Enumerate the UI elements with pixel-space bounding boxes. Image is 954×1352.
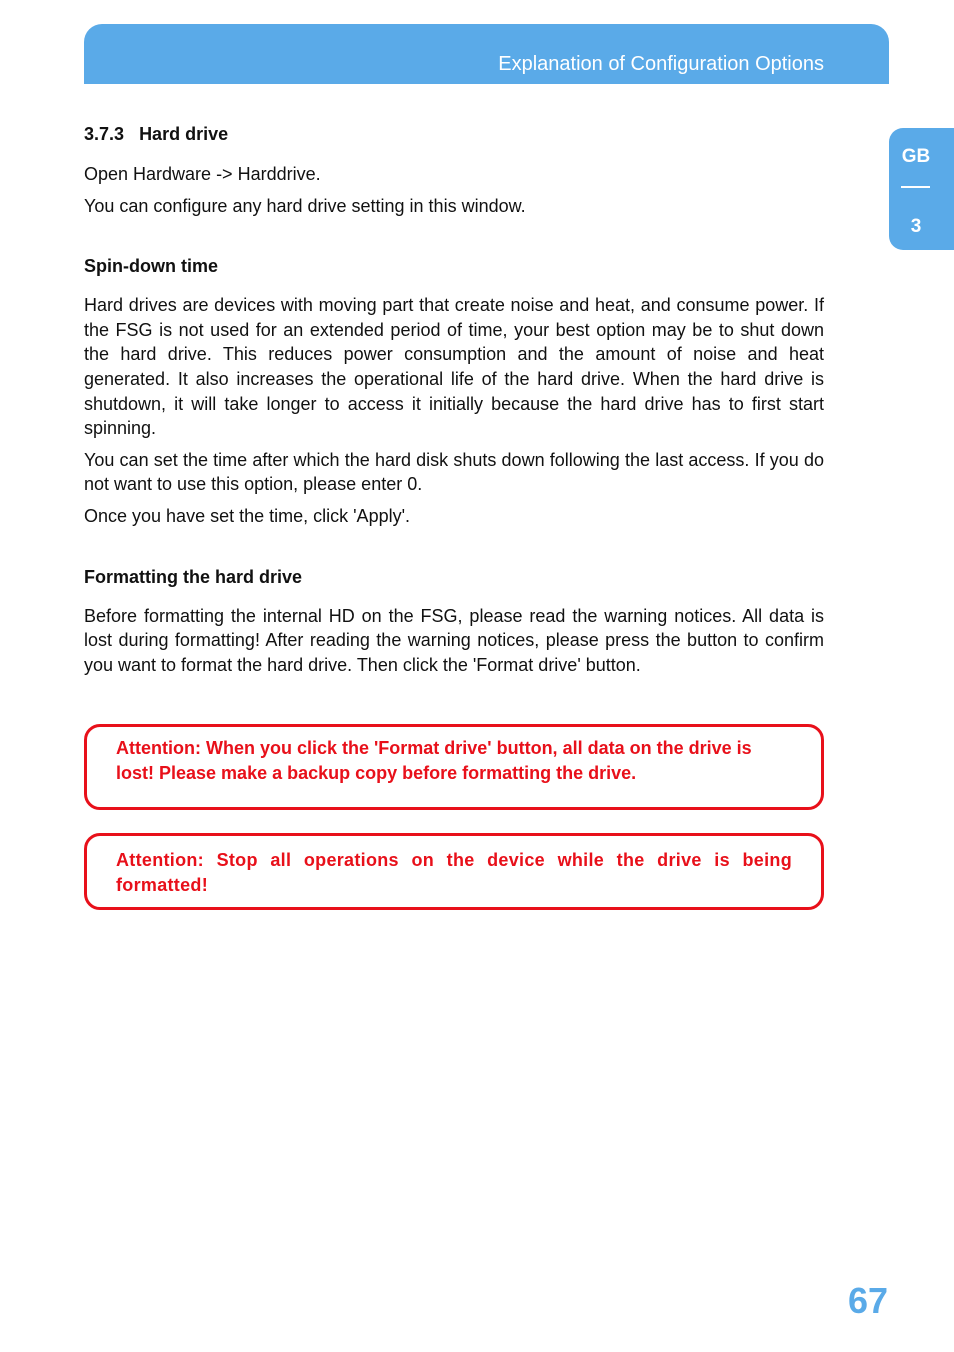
header-title: Explanation of Configuration Options (498, 53, 824, 75)
warning-box-data-loss (84, 724, 824, 810)
spin-down-heading: Spin-down time (84, 256, 218, 277)
page-content (84, 124, 824, 684)
spacer (84, 225, 824, 256)
warning-text: Attention: Stop all operations on the device while the drive is being formatted! (116, 850, 792, 895)
intro-paragraph: Open Hardware -> Harddrive. (84, 164, 321, 184)
tab-divider (901, 186, 930, 188)
intro-paragraph: You can configure any hard drive setting in this window. (84, 195, 526, 216)
formatting-heading: Formatting the hard drive (84, 566, 303, 587)
warning-text: Attention: When you click the 'Format drive' button, all data on the drive is lost! Please make a backup copy before formatting the drive. (116, 738, 752, 783)
language-label: GB (901, 146, 931, 167)
chapter-side-tab (889, 128, 954, 250)
section-title: Hard drive (139, 124, 229, 144)
chapter-number: 3 (910, 216, 922, 237)
spin-down-paragraph: You can set the time after which the hard disk shuts down following the last access. If you do not want to use this option, please enter 0. (84, 449, 824, 495)
formatting-paragraph: Before formatting the internal HD on the FSG, please read the warning notices. All data is lost during formatting! After reading the warning notices, please press the button to confirm you want to format the hard drive. Then click the 'Format drive' button. (84, 605, 824, 675)
warning-box-stop-operations (84, 833, 824, 910)
section-number: 3.7.3 (84, 124, 125, 144)
spin-down-paragraph: Once you have set the time, click 'Apply'. (84, 505, 411, 526)
header-bar (84, 24, 889, 84)
spin-down-paragraph: Hard drives are devices with moving part that create noise and heat, and consume power. If the FSG is not used for an extended period of time, your best option may be to shut down the hard drive. This reduces power consumption and the amount of noise and heat generated. It also increases the operational life of the hard drive. When the hard drive is shutdown, it will take longer to access it initially because the hard drive has to first start spinning. (84, 295, 824, 439)
spacer (84, 536, 824, 567)
page-number: 67 (847, 1280, 888, 1321)
section-heading (84, 124, 824, 145)
